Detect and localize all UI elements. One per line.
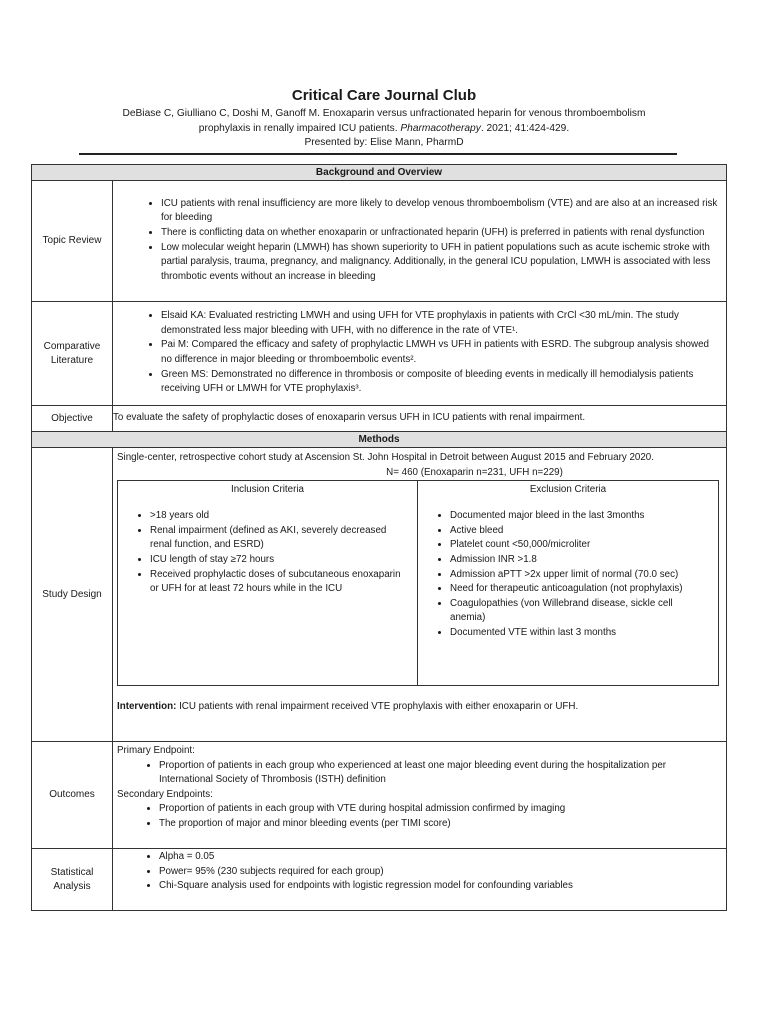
list-item: • Proportion of patients in each group who experienced at least one major bleeding event during the hospitalization per International Society of Thrombosis (ISTH) definition	[159, 759, 720, 788]
comparative-literature-content	[113, 302, 727, 406]
citation-line-2: prophylaxis in renally impaired ICU patients.	[198, 123, 398, 134]
study-design-description: Single-center, retrospective cohort study at Ascension St. John Hospital in Detroit between August 2015 and February 2020.	[117, 452, 654, 463]
statistical-analysis-list	[113, 849, 726, 894]
secondary-endpoint-list	[113, 802, 726, 831]
intervention-label: Intervention:	[117, 701, 177, 713]
row-label-comparative-literature: Comparative Literature	[32, 302, 113, 406]
citation-journal: Pharmacotherapy	[400, 123, 481, 134]
title-divider	[79, 153, 677, 155]
section-header-background: Background and Overview	[32, 165, 727, 181]
list-item: • Green MS: Demonstrated no difference in thrombosis or composite of bleeding events in medically ill hemodialysis patients receiving UFH or LMWH for VTE prophylaxis³.	[161, 368, 720, 397]
list-item: • Chi-Square analysis used for endpoints with logistic regression model for confounding variables	[159, 879, 720, 894]
exclusion-criteria-cell	[418, 481, 719, 686]
topic-review-content	[113, 181, 727, 302]
row-label-study-design: Study Design	[32, 448, 113, 742]
presenter: Presented by: Elise Mann, PharmD	[304, 137, 464, 148]
list-item: • ICU patients with renal insufficiency are more likely to develop venous thromboembolism (VTE) and are also at an increased risk for bleeding	[161, 197, 720, 226]
exclusion-criteria-heading: Exclusion Criteria	[529, 484, 607, 496]
list-item: • Power= 95% (230 subjects required for each group)	[159, 865, 720, 880]
citation-volume: . 2021; 41:424-429.	[480, 123, 570, 134]
exclusion-criteria-list	[418, 507, 718, 646]
objective-text: To evaluate the safety of prophylactic doses of enoxaparin versus UFH in ICU patients with renal impairment.	[113, 406, 727, 432]
citation-line-1: DeBiase C, Giulliano C, Doshi M, Ganoff M. Enoxaparin versus unfractionated heparin for venous thromboembolism	[122, 108, 646, 119]
comparative-literature-list	[113, 307, 726, 400]
section-header-methods: Methods	[32, 432, 727, 448]
list-item: • Need for therapeutic anticoagulation (not prophylaxis)	[450, 582, 710, 597]
list-item: • Platelet count <50,000/microliter	[450, 538, 710, 553]
topic-review-list	[113, 195, 726, 288]
list-item: • Alpha = 0.05	[159, 850, 720, 865]
study-sample-size: N= 460 (Enoxaparin n=231, UFH n=229)	[386, 466, 563, 478]
list-item: • Documented VTE within last 3 months	[450, 626, 710, 641]
intervention	[113, 686, 726, 723]
primary-endpoint-list	[113, 759, 726, 788]
study-design-content	[113, 448, 727, 742]
citation	[60, 106, 708, 136]
list-item: • Pai M: Compared the efficacy and safety of prophylactic LMWH vs UFH in patients with ESRD. The subgroup analysis showed no difference in major bleeding or thromboembolic events².	[161, 338, 720, 367]
list-item: • Admission aPTT >2x upper limit of normal (70.0 sec)	[450, 568, 710, 583]
list-item: • Elsaid KA: Evaluated restricting LMWH and using UFH for VTE prophylaxis in patients with CrCl <30 mL/min. The study demonstrated less major bleeding with UFH, with no difference in the rate of VTE¹.	[161, 309, 720, 338]
row-label-topic-review: Topic Review	[32, 181, 113, 302]
criteria-table	[117, 480, 719, 686]
row-label-statistical-analysis: Statistical Analysis	[32, 849, 113, 911]
list-item: • There is conflicting data on whether enoxaparin or unfractionated heparin (UFH) is preferred in patients with renal dysfunction	[161, 226, 720, 241]
list-item: • Proportion of patients in each group with VTE during hospital admission confirmed by imaging	[159, 802, 720, 817]
secondary-endpoint-heading: Secondary Endpoints:	[117, 788, 213, 800]
list-item: • Renal impairment (defined as AKI, severely decreased renal function, and ESRD)	[150, 524, 409, 553]
primary-endpoint-heading: Primary Endpoint:	[117, 745, 195, 756]
list-item: • Documented major bleed in the last 3months	[450, 509, 710, 524]
list-item: • ICU length of stay ≥72 hours	[150, 553, 409, 568]
row-label-outcomes: Outcomes	[32, 742, 113, 849]
page-title: Critical Care Journal Club	[291, 87, 477, 104]
list-item: • Received prophylactic doses of subcutaneous enoxaparin or UFH for at least 72 hours while in the ICU	[150, 568, 409, 597]
list-item: • Admission INR >1.8	[450, 553, 710, 568]
row-label-objective: Objective	[32, 406, 113, 432]
intervention-text: ICU patients with renal impairment received VTE prophylaxis with either enoxaparin or UFH.	[179, 701, 579, 713]
inclusion-criteria-cell	[118, 481, 418, 686]
outcomes-content	[113, 742, 727, 849]
list-item: • >18 years old	[150, 509, 409, 524]
list-item: • The proportion of major and minor bleeding events (per TIMI score)	[159, 817, 720, 832]
list-item: • Active bleed	[450, 524, 710, 539]
inclusion-criteria-list	[118, 507, 417, 603]
journal-club-table	[31, 164, 727, 911]
list-item: • Low molecular weight heparin (LMWH) has shown superiority to UFH in patient populations such as acute ischemic stroke with partial paralysis, trauma, pregnancy, and malignancy. Additionally, in the general ICU population, LMWH is associated with less thrombotic events without an increase in bleeding	[161, 241, 720, 285]
list-item: • Coagulopathies (von Willebrand disease, sickle cell anemia)	[450, 597, 710, 626]
statistical-analysis-content	[113, 849, 727, 911]
inclusion-criteria-heading: Inclusion Criteria	[231, 484, 304, 496]
